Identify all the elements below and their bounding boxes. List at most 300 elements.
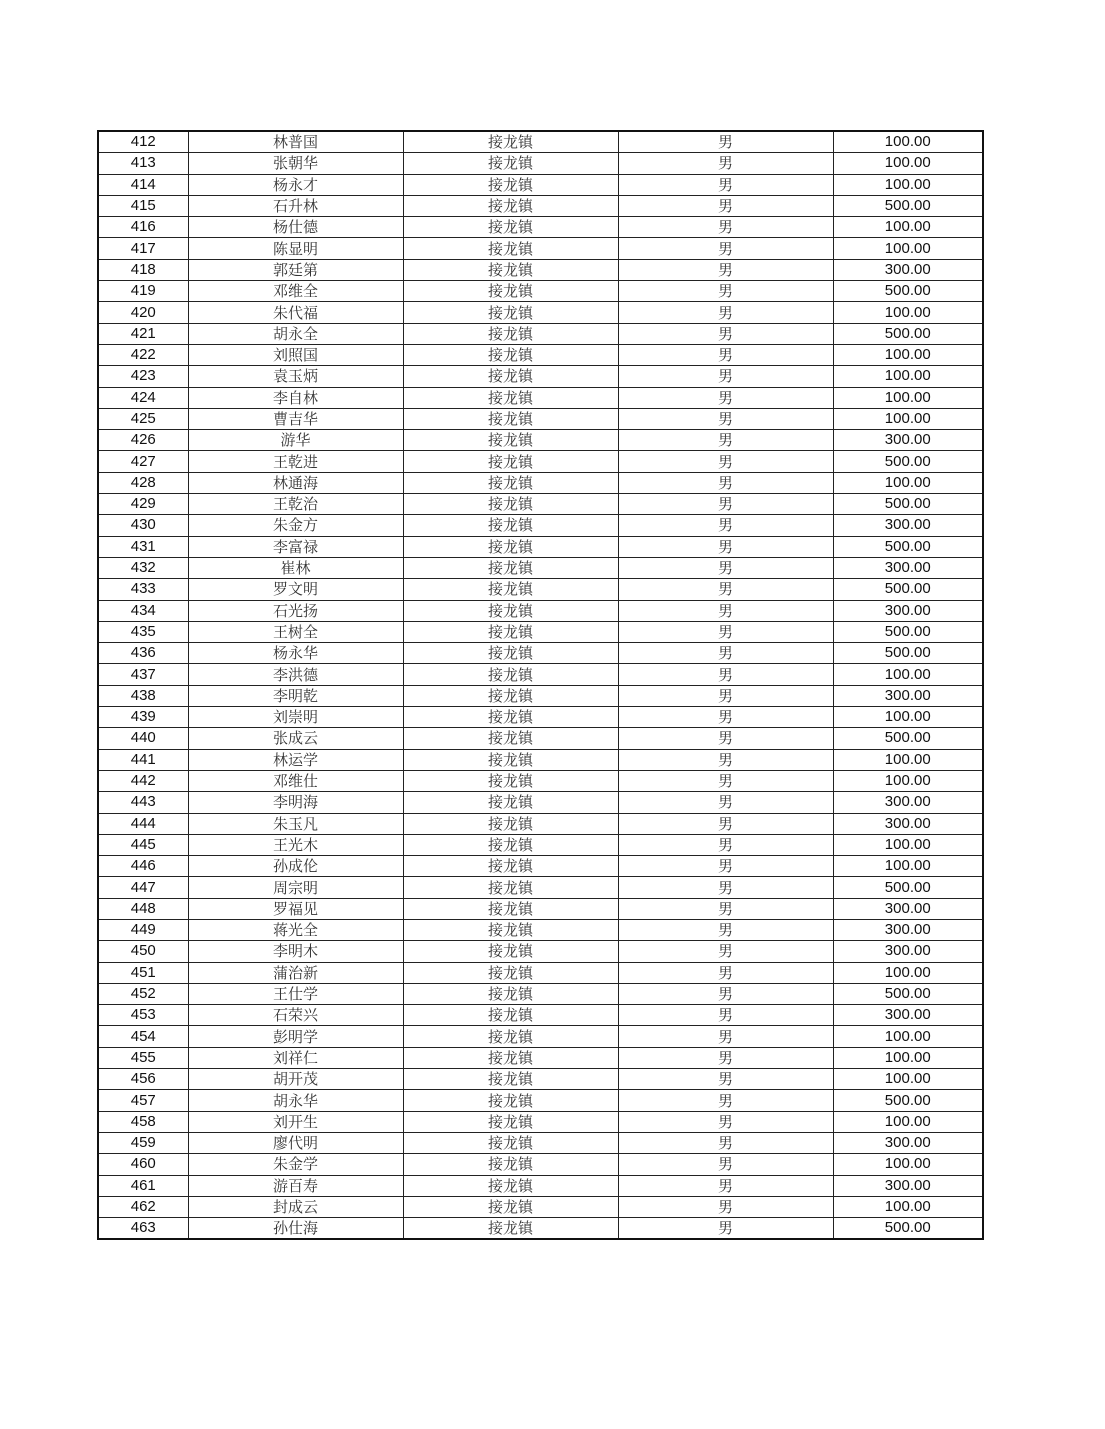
town-cell: 接龙镇 <box>403 430 618 451</box>
table-row <box>98 728 983 749</box>
amount-cell: 300.00 <box>833 919 983 940</box>
table-row <box>98 600 983 621</box>
name-cell: 刘崇明 <box>188 707 403 728</box>
town-cell: 接龙镇 <box>403 238 618 259</box>
table-row <box>98 430 983 451</box>
town-cell: 接龙镇 <box>403 344 618 365</box>
town-cell: 接龙镇 <box>403 1132 618 1153</box>
name-cell: 王乾进 <box>188 451 403 472</box>
town-cell: 接龙镇 <box>403 408 618 429</box>
name-cell: 胡永全 <box>188 323 403 344</box>
table-row <box>98 1196 983 1217</box>
town-cell: 接龙镇 <box>403 557 618 578</box>
town-cell: 接龙镇 <box>403 366 618 387</box>
gender-cell: 男 <box>618 749 833 770</box>
table-row <box>98 1175 983 1196</box>
gender-cell: 男 <box>618 174 833 195</box>
gender-cell: 男 <box>618 1175 833 1196</box>
gender-cell: 男 <box>618 472 833 493</box>
row-number-cell: 425 <box>98 408 188 429</box>
name-cell: 石光扬 <box>188 600 403 621</box>
subsidy-table <box>97 130 984 1240</box>
name-cell: 李明海 <box>188 792 403 813</box>
town-cell: 接龙镇 <box>403 323 618 344</box>
gender-cell: 男 <box>618 1196 833 1217</box>
name-cell: 刘照国 <box>188 344 403 365</box>
table-row <box>98 579 983 600</box>
town-cell: 接龙镇 <box>403 1005 618 1026</box>
row-number-cell: 430 <box>98 515 188 536</box>
town-cell: 接龙镇 <box>403 941 618 962</box>
row-number-cell: 455 <box>98 1047 188 1068</box>
row-number-cell: 419 <box>98 281 188 302</box>
gender-cell: 男 <box>618 195 833 216</box>
name-cell: 游华 <box>188 430 403 451</box>
town-cell: 接龙镇 <box>403 174 618 195</box>
gender-cell: 男 <box>618 1026 833 1047</box>
row-number-cell: 453 <box>98 1005 188 1026</box>
town-cell: 接龙镇 <box>403 515 618 536</box>
row-number-cell: 412 <box>98 131 188 153</box>
amount-cell: 500.00 <box>833 1218 983 1240</box>
town-cell: 接龙镇 <box>403 302 618 323</box>
row-number-cell: 445 <box>98 834 188 855</box>
amount-cell: 100.00 <box>833 1111 983 1132</box>
gender-cell: 男 <box>618 770 833 791</box>
gender-cell: 男 <box>618 259 833 280</box>
row-number-cell: 424 <box>98 387 188 408</box>
gender-cell: 男 <box>618 494 833 515</box>
name-cell: 曹吉华 <box>188 408 403 429</box>
table-row <box>98 1090 983 1111</box>
amount-cell: 100.00 <box>833 1047 983 1068</box>
gender-cell: 男 <box>618 1005 833 1026</box>
gender-cell: 男 <box>618 685 833 706</box>
town-cell: 接龙镇 <box>403 707 618 728</box>
name-cell: 崔林 <box>188 557 403 578</box>
gender-cell: 男 <box>618 664 833 685</box>
table-row <box>98 962 983 983</box>
table-row <box>98 1005 983 1026</box>
row-number-cell: 433 <box>98 579 188 600</box>
table-row <box>98 536 983 557</box>
row-number-cell: 440 <box>98 728 188 749</box>
row-number-cell: 462 <box>98 1196 188 1217</box>
amount-cell: 300.00 <box>833 813 983 834</box>
row-number-cell: 439 <box>98 707 188 728</box>
amount-cell: 300.00 <box>833 600 983 621</box>
row-number-cell: 457 <box>98 1090 188 1111</box>
amount-cell: 500.00 <box>833 536 983 557</box>
gender-cell: 男 <box>618 941 833 962</box>
town-cell: 接龙镇 <box>403 813 618 834</box>
name-cell: 陈显明 <box>188 238 403 259</box>
amount-cell: 100.00 <box>833 1196 983 1217</box>
table-row <box>98 344 983 365</box>
gender-cell: 男 <box>618 281 833 302</box>
name-cell: 王乾治 <box>188 494 403 515</box>
town-cell: 接龙镇 <box>403 749 618 770</box>
table-row <box>98 941 983 962</box>
row-number-cell: 461 <box>98 1175 188 1196</box>
row-number-cell: 454 <box>98 1026 188 1047</box>
row-number-cell: 447 <box>98 877 188 898</box>
table-row <box>98 792 983 813</box>
name-cell: 周宗明 <box>188 877 403 898</box>
name-cell: 封成云 <box>188 1196 403 1217</box>
row-number-cell: 460 <box>98 1154 188 1175</box>
amount-cell: 300.00 <box>833 557 983 578</box>
gender-cell: 男 <box>618 557 833 578</box>
gender-cell: 男 <box>618 856 833 877</box>
town-cell: 接龙镇 <box>403 1047 618 1068</box>
amount-cell: 500.00 <box>833 621 983 642</box>
table-row <box>98 281 983 302</box>
amount-cell: 500.00 <box>833 728 983 749</box>
town-cell: 接龙镇 <box>403 856 618 877</box>
table-row <box>98 174 983 195</box>
town-cell: 接龙镇 <box>403 834 618 855</box>
town-cell: 接龙镇 <box>403 195 618 216</box>
row-number-cell: 434 <box>98 600 188 621</box>
town-cell: 接龙镇 <box>403 472 618 493</box>
town-cell: 接龙镇 <box>403 877 618 898</box>
table-row <box>98 643 983 664</box>
table-row <box>98 238 983 259</box>
name-cell: 李明乾 <box>188 685 403 706</box>
name-cell: 蒲治新 <box>188 962 403 983</box>
amount-cell: 300.00 <box>833 1132 983 1153</box>
gender-cell: 男 <box>618 408 833 429</box>
table-row <box>98 898 983 919</box>
town-cell: 接龙镇 <box>403 281 618 302</box>
row-number-cell: 459 <box>98 1132 188 1153</box>
gender-cell: 男 <box>618 536 833 557</box>
gender-cell: 男 <box>618 834 833 855</box>
name-cell: 林通海 <box>188 472 403 493</box>
town-cell: 接龙镇 <box>403 1026 618 1047</box>
row-number-cell: 417 <box>98 238 188 259</box>
row-number-cell: 444 <box>98 813 188 834</box>
table-row <box>98 749 983 770</box>
gender-cell: 男 <box>618 217 833 238</box>
row-number-cell: 421 <box>98 323 188 344</box>
name-cell: 郭廷第 <box>188 259 403 280</box>
table-row <box>98 472 983 493</box>
gender-cell: 男 <box>618 451 833 472</box>
town-cell: 接龙镇 <box>403 643 618 664</box>
town-cell: 接龙镇 <box>403 600 618 621</box>
town-cell: 接龙镇 <box>403 217 618 238</box>
row-number-cell: 420 <box>98 302 188 323</box>
town-cell: 接龙镇 <box>403 919 618 940</box>
amount-cell: 300.00 <box>833 685 983 706</box>
amount-cell: 300.00 <box>833 515 983 536</box>
row-number-cell: 429 <box>98 494 188 515</box>
amount-cell: 100.00 <box>833 749 983 770</box>
gender-cell: 男 <box>618 1218 833 1240</box>
name-cell: 张朝华 <box>188 153 403 174</box>
town-cell: 接龙镇 <box>403 1175 618 1196</box>
amount-cell: 100.00 <box>833 962 983 983</box>
row-number-cell: 422 <box>98 344 188 365</box>
amount-cell: 500.00 <box>833 195 983 216</box>
row-number-cell: 438 <box>98 685 188 706</box>
town-cell: 接龙镇 <box>403 770 618 791</box>
gender-cell: 男 <box>618 1047 833 1068</box>
gender-cell: 男 <box>618 707 833 728</box>
amount-cell: 300.00 <box>833 792 983 813</box>
gender-cell: 男 <box>618 898 833 919</box>
amount-cell: 500.00 <box>833 1090 983 1111</box>
table-row <box>98 323 983 344</box>
gender-cell: 男 <box>618 1132 833 1153</box>
gender-cell: 男 <box>618 323 833 344</box>
town-cell: 接龙镇 <box>403 664 618 685</box>
row-number-cell: 450 <box>98 941 188 962</box>
row-number-cell: 442 <box>98 770 188 791</box>
town-cell: 接龙镇 <box>403 536 618 557</box>
row-number-cell: 416 <box>98 217 188 238</box>
row-number-cell: 443 <box>98 792 188 813</box>
table-row <box>98 919 983 940</box>
table-row <box>98 707 983 728</box>
row-number-cell: 458 <box>98 1111 188 1132</box>
name-cell: 孙仕海 <box>188 1218 403 1240</box>
table-row <box>98 1154 983 1175</box>
amount-cell: 100.00 <box>833 217 983 238</box>
amount-cell: 100.00 <box>833 1154 983 1175</box>
gender-cell: 男 <box>618 919 833 940</box>
name-cell: 李洪德 <box>188 664 403 685</box>
table-row <box>98 983 983 1004</box>
amount-cell: 100.00 <box>833 664 983 685</box>
table-row <box>98 366 983 387</box>
name-cell: 刘开生 <box>188 1111 403 1132</box>
row-number-cell: 456 <box>98 1069 188 1090</box>
town-cell: 接龙镇 <box>403 494 618 515</box>
gender-cell: 男 <box>618 1154 833 1175</box>
gender-cell: 男 <box>618 1090 833 1111</box>
table-row <box>98 1132 983 1153</box>
row-number-cell: 415 <box>98 195 188 216</box>
amount-cell: 100.00 <box>833 1026 983 1047</box>
town-cell: 接龙镇 <box>403 898 618 919</box>
name-cell: 石升林 <box>188 195 403 216</box>
gender-cell: 男 <box>618 430 833 451</box>
name-cell: 朱代福 <box>188 302 403 323</box>
gender-cell: 男 <box>618 813 833 834</box>
amount-cell: 500.00 <box>833 451 983 472</box>
table-row <box>98 1111 983 1132</box>
amount-cell: 100.00 <box>833 472 983 493</box>
table-row <box>98 1047 983 1068</box>
table-row <box>98 770 983 791</box>
table-row <box>98 685 983 706</box>
name-cell: 林运学 <box>188 749 403 770</box>
gender-cell: 男 <box>618 877 833 898</box>
name-cell: 王树全 <box>188 621 403 642</box>
gender-cell: 男 <box>618 1069 833 1090</box>
town-cell: 接龙镇 <box>403 1069 618 1090</box>
name-cell: 胡永华 <box>188 1090 403 1111</box>
name-cell: 李富禄 <box>188 536 403 557</box>
gender-cell: 男 <box>618 962 833 983</box>
amount-cell: 300.00 <box>833 941 983 962</box>
name-cell: 袁玉炳 <box>188 366 403 387</box>
table-row <box>98 856 983 877</box>
amount-cell: 100.00 <box>833 174 983 195</box>
row-number-cell: 431 <box>98 536 188 557</box>
town-cell: 接龙镇 <box>403 153 618 174</box>
name-cell: 张成云 <box>188 728 403 749</box>
row-number-cell: 418 <box>98 259 188 280</box>
name-cell: 杨永才 <box>188 174 403 195</box>
gender-cell: 男 <box>618 131 833 153</box>
table-row <box>98 195 983 216</box>
gender-cell: 男 <box>618 643 833 664</box>
amount-cell: 100.00 <box>833 344 983 365</box>
gender-cell: 男 <box>618 153 833 174</box>
amount-cell: 500.00 <box>833 643 983 664</box>
gender-cell: 男 <box>618 600 833 621</box>
table-row <box>98 153 983 174</box>
amount-cell: 100.00 <box>833 366 983 387</box>
table-row <box>98 494 983 515</box>
row-number-cell: 436 <box>98 643 188 664</box>
amount-cell: 100.00 <box>833 387 983 408</box>
row-number-cell: 449 <box>98 919 188 940</box>
town-cell: 接龙镇 <box>403 983 618 1004</box>
town-cell: 接龙镇 <box>403 387 618 408</box>
table-row <box>98 515 983 536</box>
table-body <box>98 131 983 1239</box>
name-cell: 廖代明 <box>188 1132 403 1153</box>
name-cell: 杨永华 <box>188 643 403 664</box>
name-cell: 朱金方 <box>188 515 403 536</box>
amount-cell: 300.00 <box>833 1005 983 1026</box>
town-cell: 接龙镇 <box>403 1196 618 1217</box>
town-cell: 接龙镇 <box>403 579 618 600</box>
amount-cell: 500.00 <box>833 983 983 1004</box>
row-number-cell: 414 <box>98 174 188 195</box>
amount-cell: 100.00 <box>833 238 983 259</box>
town-cell: 接龙镇 <box>403 792 618 813</box>
row-number-cell: 426 <box>98 430 188 451</box>
gender-cell: 男 <box>618 344 833 365</box>
row-number-cell: 448 <box>98 898 188 919</box>
row-number-cell: 432 <box>98 557 188 578</box>
table-row <box>98 877 983 898</box>
table-row <box>98 451 983 472</box>
table-row <box>98 621 983 642</box>
amount-cell: 100.00 <box>833 131 983 153</box>
row-number-cell: 452 <box>98 983 188 1004</box>
amount-cell: 300.00 <box>833 898 983 919</box>
row-number-cell: 446 <box>98 856 188 877</box>
name-cell: 王仕学 <box>188 983 403 1004</box>
row-number-cell: 441 <box>98 749 188 770</box>
row-number-cell: 435 <box>98 621 188 642</box>
gender-cell: 男 <box>618 302 833 323</box>
document-page <box>97 130 982 1240</box>
amount-cell: 100.00 <box>833 302 983 323</box>
amount-cell: 300.00 <box>833 259 983 280</box>
town-cell: 接龙镇 <box>403 1154 618 1175</box>
town-cell: 接龙镇 <box>403 728 618 749</box>
name-cell: 刘祥仁 <box>188 1047 403 1068</box>
name-cell: 李明木 <box>188 941 403 962</box>
gender-cell: 男 <box>618 1111 833 1132</box>
amount-cell: 100.00 <box>833 153 983 174</box>
table-row <box>98 387 983 408</box>
town-cell: 接龙镇 <box>403 1090 618 1111</box>
amount-cell: 300.00 <box>833 1175 983 1196</box>
name-cell: 石荣兴 <box>188 1005 403 1026</box>
name-cell: 胡开茂 <box>188 1069 403 1090</box>
table-row <box>98 259 983 280</box>
table-row <box>98 217 983 238</box>
table-row <box>98 408 983 429</box>
name-cell: 邓维仕 <box>188 770 403 791</box>
amount-cell: 500.00 <box>833 494 983 515</box>
amount-cell: 100.00 <box>833 834 983 855</box>
table-row <box>98 1026 983 1047</box>
name-cell: 罗文明 <box>188 579 403 600</box>
amount-cell: 100.00 <box>833 408 983 429</box>
row-number-cell: 427 <box>98 451 188 472</box>
row-number-cell: 423 <box>98 366 188 387</box>
town-cell: 接龙镇 <box>403 685 618 706</box>
row-number-cell: 428 <box>98 472 188 493</box>
name-cell: 邓维全 <box>188 281 403 302</box>
gender-cell: 男 <box>618 387 833 408</box>
row-number-cell: 437 <box>98 664 188 685</box>
name-cell: 朱金学 <box>188 1154 403 1175</box>
name-cell: 孙成伦 <box>188 856 403 877</box>
row-number-cell: 451 <box>98 962 188 983</box>
gender-cell: 男 <box>618 515 833 536</box>
town-cell: 接龙镇 <box>403 259 618 280</box>
name-cell: 蒋光全 <box>188 919 403 940</box>
town-cell: 接龙镇 <box>403 962 618 983</box>
name-cell: 林普国 <box>188 131 403 153</box>
town-cell: 接龙镇 <box>403 1218 618 1240</box>
amount-cell: 500.00 <box>833 877 983 898</box>
table-row <box>98 813 983 834</box>
name-cell: 王光木 <box>188 834 403 855</box>
name-cell: 朱玉凡 <box>188 813 403 834</box>
amount-cell: 100.00 <box>833 1069 983 1090</box>
amount-cell: 500.00 <box>833 579 983 600</box>
table-row <box>98 131 983 153</box>
name-cell: 李自林 <box>188 387 403 408</box>
gender-cell: 男 <box>618 366 833 387</box>
amount-cell: 500.00 <box>833 323 983 344</box>
name-cell: 彭明学 <box>188 1026 403 1047</box>
town-cell: 接龙镇 <box>403 1111 618 1132</box>
amount-cell: 300.00 <box>833 430 983 451</box>
amount-cell: 100.00 <box>833 770 983 791</box>
table-row <box>98 1218 983 1240</box>
town-cell: 接龙镇 <box>403 451 618 472</box>
table-row <box>98 664 983 685</box>
row-number-cell: 413 <box>98 153 188 174</box>
gender-cell: 男 <box>618 621 833 642</box>
gender-cell: 男 <box>618 728 833 749</box>
gender-cell: 男 <box>618 238 833 259</box>
gender-cell: 男 <box>618 579 833 600</box>
